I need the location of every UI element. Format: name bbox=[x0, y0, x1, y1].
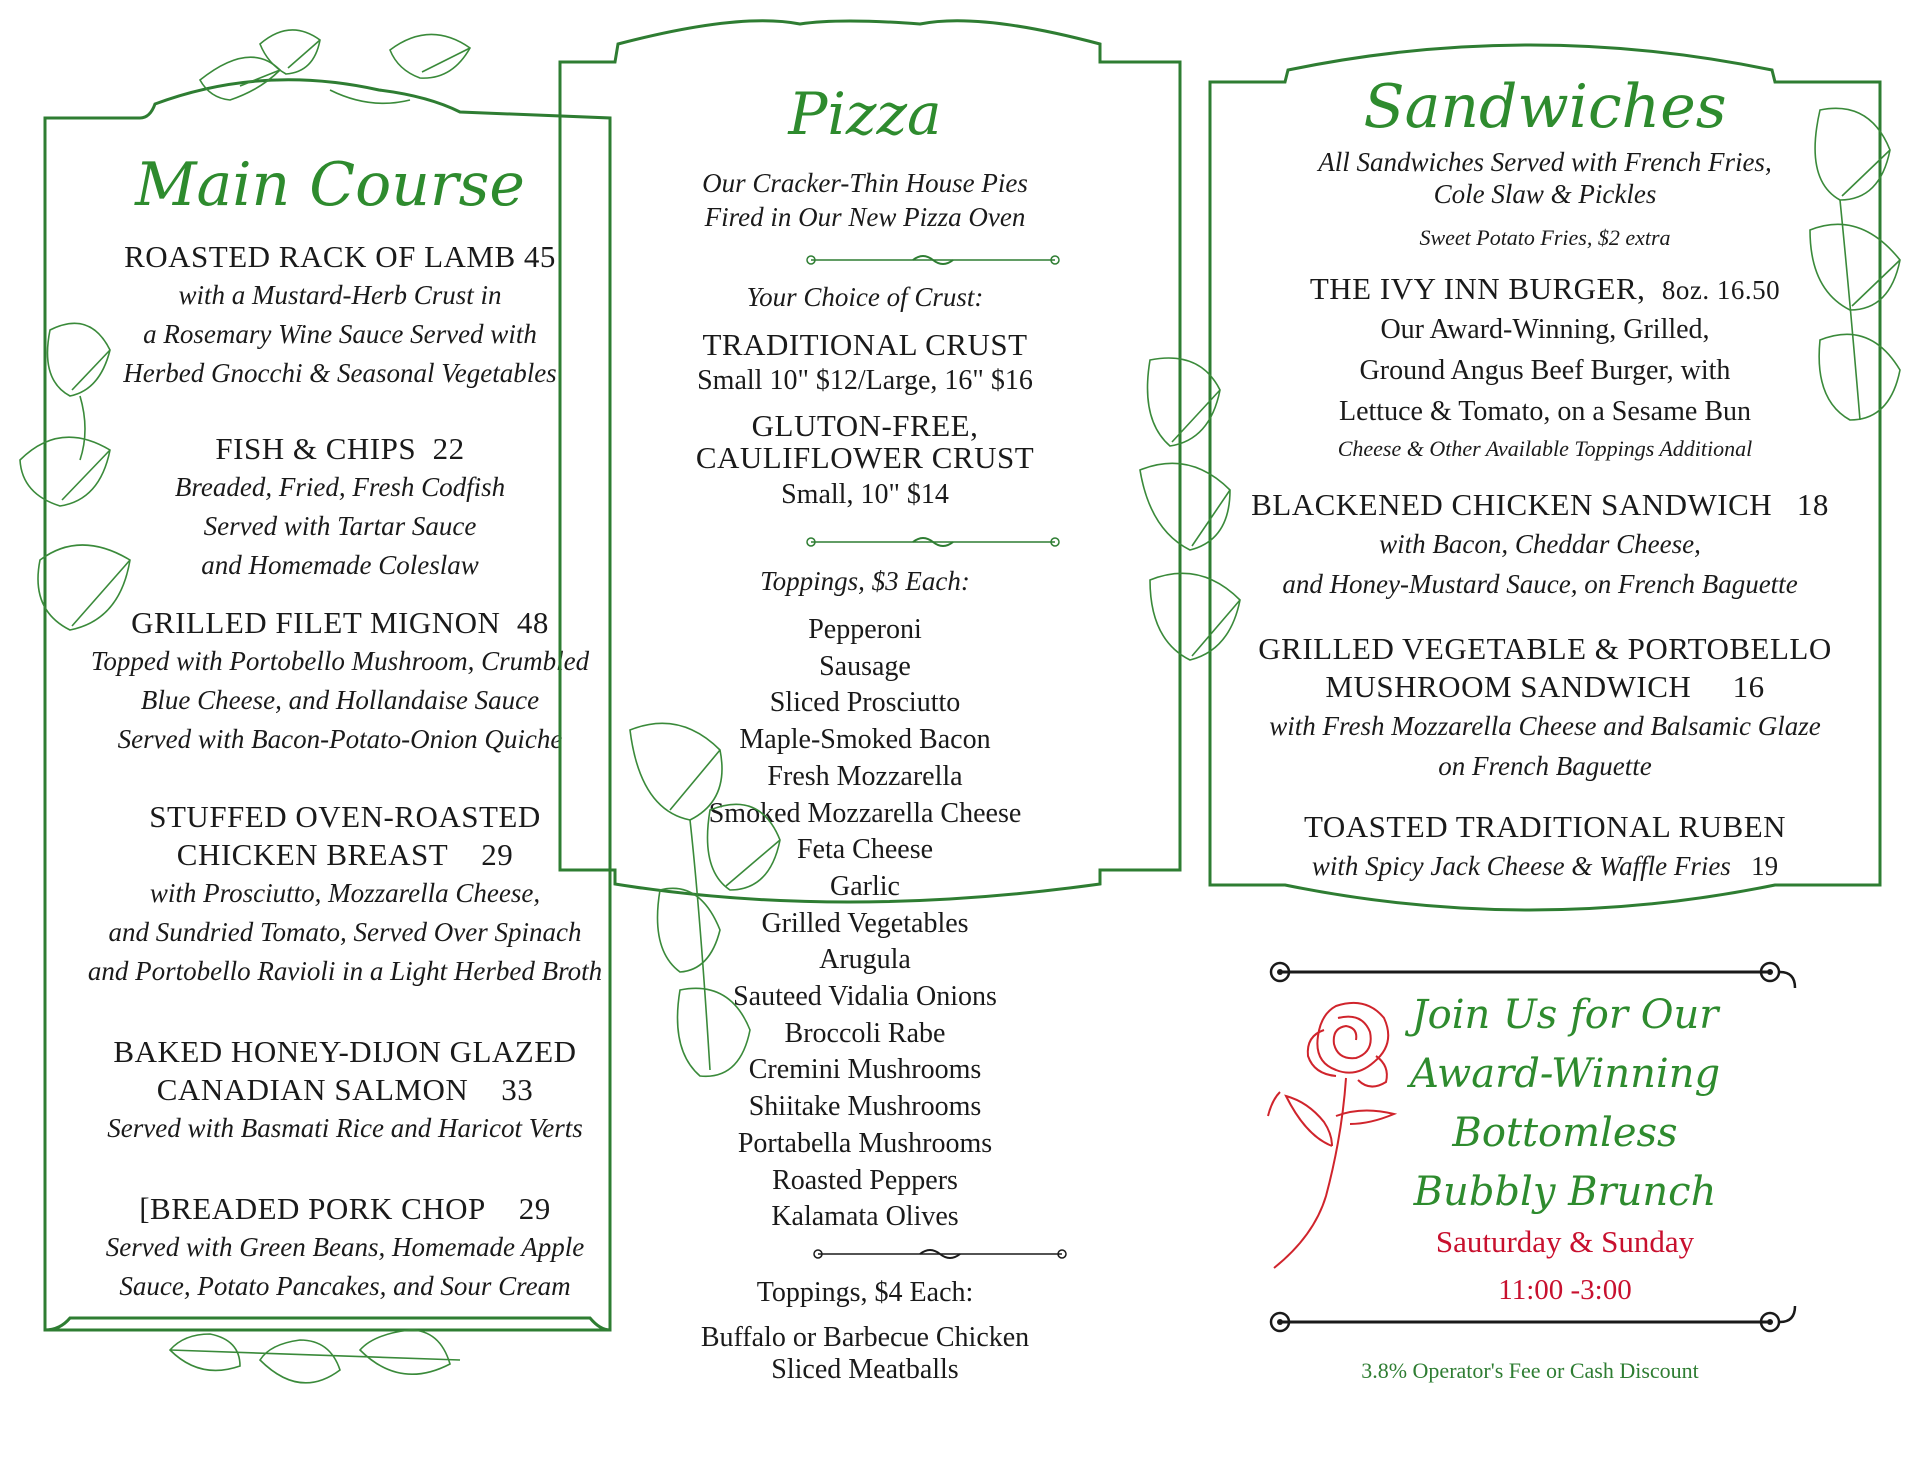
scroll-divider-icon bbox=[810, 1244, 1070, 1264]
item-desc: Served with Tartar Sauce bbox=[203, 511, 477, 541]
crust-name: TRADITIONAL CRUST bbox=[702, 327, 1028, 362]
item-name: CHICKEN BREAST bbox=[176, 837, 449, 872]
item-desc: and Homemade Coleslaw bbox=[201, 550, 479, 580]
topping-item: Sliced Prosciutto bbox=[769, 687, 961, 719]
toppings-heading: Toppings, $4 Each: bbox=[756, 1277, 974, 1308]
item-desc: Breaded, Fried, Fresh Codfish bbox=[174, 472, 506, 502]
crust-name-line: GLUTON-FREE, bbox=[751, 408, 979, 443]
item-desc: Served with Green Beans, Homemade Apple bbox=[105, 1232, 585, 1262]
item-name: STUFFED OVEN-ROASTED bbox=[149, 799, 541, 834]
item-desc: with Fresh Mozzarella Cheese and Balsamic Glaze bbox=[1269, 711, 1821, 741]
topping-item: Kalamata Olives bbox=[771, 1201, 959, 1233]
item-name: CANADIAN SALMON bbox=[156, 1072, 469, 1107]
topping-item: Pepperoni bbox=[808, 614, 922, 645]
ivy-leaf-icon bbox=[1780, 100, 1910, 430]
item-name: BAKED HONEY-DIJON GLAZED bbox=[113, 1034, 577, 1069]
item-desc: Herbed Gnocchi & Seasonal Vegetables bbox=[123, 358, 557, 388]
subtitle-line: Our Cracker-Thin House Pies bbox=[702, 168, 1028, 198]
item-name: ROASTED RACK OF LAMB bbox=[124, 239, 516, 274]
brunch-hours: 11:00 -3:00 bbox=[1498, 1274, 1632, 1306]
topping-item: Sliced Meatballs bbox=[771, 1354, 959, 1385]
item-price: 16 bbox=[1732, 669, 1765, 704]
item-price: 19 bbox=[1751, 851, 1779, 881]
item-desc: with Spicy Jack Cheese & Waffle Fries bbox=[1311, 851, 1731, 881]
item-desc: Served with Bacon-Potato-Onion Quiche bbox=[117, 724, 563, 754]
subtitle-line: All Sandwiches Served with French Fries, bbox=[1318, 147, 1772, 177]
pizza-title: Pizza bbox=[788, 80, 942, 148]
subtitle-line: Fired in Our New Pizza Oven bbox=[704, 202, 1026, 232]
item-price: 29 bbox=[481, 837, 514, 872]
scroll-divider-icon bbox=[803, 532, 1063, 552]
item-name: [BREADED PORK CHOP bbox=[139, 1191, 486, 1226]
item-name: GRILLED FILET MIGNON bbox=[131, 605, 501, 640]
topping-item: Smoked Mozzarella Cheese bbox=[708, 797, 1022, 829]
promo-line: Join Us for Our bbox=[1411, 992, 1719, 1038]
topping-item: Roasted Peppers bbox=[772, 1164, 958, 1196]
item-price: 8oz. 16.50 bbox=[1661, 275, 1781, 305]
item-desc: a Rosemary Wine Sauce Served with bbox=[143, 319, 537, 349]
crust-heading: Your Choice of Crust: bbox=[746, 282, 984, 312]
ivy-leaf-icon bbox=[10, 310, 160, 650]
item-desc: and Portobello Ravioli in a Light Herbed Broth bbox=[87, 956, 603, 986]
item-desc: Our Award-Winning, Grilled, bbox=[1380, 314, 1710, 345]
item-desc: Served with Basmati Rice and Haricot Verts bbox=[107, 1113, 583, 1143]
item-price: 48 bbox=[516, 605, 549, 640]
item-desc: on French Baguette bbox=[1438, 751, 1652, 781]
item-desc: Topped with Portobello Mushroom, Crumbled bbox=[90, 646, 590, 676]
item-name: MUSHROOM SANDWICH bbox=[1325, 669, 1692, 704]
item-price: 29 bbox=[518, 1191, 551, 1226]
item-name: TOASTED TRADITIONAL RUBEN bbox=[1303, 809, 1787, 844]
item-name: BLACKENED CHICKEN SANDWICH bbox=[1251, 487, 1773, 522]
item-name: FISH & CHIPS bbox=[215, 431, 417, 466]
topping-item: Portabella Mushrooms bbox=[737, 1127, 993, 1159]
item-price: 45 bbox=[523, 239, 556, 274]
fee-note: 3.8% Operator's Fee or Cash Discount bbox=[1361, 1358, 1699, 1383]
sandwiches-title: Sandwiches bbox=[1363, 72, 1727, 142]
crust-name-line: CAULIFLOWER CRUST bbox=[695, 440, 1035, 475]
topping-item: Maple-Smoked Bacon bbox=[739, 724, 991, 756]
menu-item bbox=[1200, 630, 1890, 786]
topping-item: Sausage bbox=[819, 650, 911, 682]
item-price: 33 bbox=[501, 1072, 534, 1107]
ivy-leaf-icon bbox=[160, 1320, 480, 1410]
pizza-subtitle bbox=[540, 166, 1190, 234]
crust-price: Small, 10" $14 bbox=[781, 479, 949, 510]
crust-price: Small 10" $12/Large, 16" $16 bbox=[697, 365, 1033, 396]
main-course-title: Main Course bbox=[135, 150, 525, 220]
topping-item: Fresh Mozzarella bbox=[767, 760, 963, 792]
topping-item: Buffalo or Barbecue Chicken bbox=[700, 1322, 1030, 1353]
item-note: Cheese & Other Available Toppings Additional bbox=[1337, 436, 1753, 461]
topping-item: Garlic bbox=[830, 870, 900, 902]
item-desc: with Bacon, Cheddar Cheese, bbox=[1379, 529, 1701, 559]
subtitle-line: Cole Slaw & Pickles bbox=[1433, 179, 1657, 209]
topping-item: Shiitake Mushrooms bbox=[748, 1091, 982, 1123]
item-desc: and Sundried Tomato, Served Over Spinach bbox=[108, 917, 582, 947]
promo-line: Bubbly Brunch bbox=[1413, 1169, 1717, 1215]
ivy-leaf-icon bbox=[190, 20, 510, 140]
toppings-heading: Toppings, $3 Each: bbox=[760, 566, 970, 596]
toppings-list bbox=[540, 1322, 1190, 1386]
item-desc: Lettuce & Tomato, on a Sesame Bun bbox=[1339, 396, 1751, 427]
menu-item bbox=[1200, 808, 1890, 886]
promo-line: Bottomless bbox=[1452, 1110, 1678, 1156]
ivy-leaf-icon bbox=[620, 710, 790, 1090]
item-desc: with Prosciutto, Mozzarella Cheese, bbox=[149, 878, 541, 908]
promo-line: Award-Winning bbox=[1409, 1051, 1721, 1097]
sweet-potato-note: Sweet Potato Fries, $2 extra bbox=[1419, 225, 1671, 250]
item-name: THE IVY INN BURGER, bbox=[1309, 271, 1646, 306]
menu-item bbox=[1200, 486, 1880, 604]
item-desc: Blue Cheese, and Hollandaise Sauce bbox=[140, 685, 540, 715]
item-desc: Sauce, Potato Pancakes, and Sour Cream bbox=[119, 1271, 571, 1301]
brunch-days: Sauturday & Sunday bbox=[1435, 1224, 1695, 1259]
brunch-promo bbox=[1370, 986, 1760, 1222]
topping-item: Cremini Mushrooms bbox=[748, 1054, 982, 1086]
topping-item: Grilled Vegetables bbox=[761, 907, 969, 939]
item-price: 22 bbox=[432, 431, 465, 466]
item-desc: Ground Angus Beef Burger, with bbox=[1359, 355, 1731, 386]
ivy-leaf-icon bbox=[1130, 350, 1250, 690]
item-desc: with a Mustard-Herb Crust in bbox=[178, 280, 502, 310]
item-price: 18 bbox=[1796, 487, 1829, 522]
item-name: GRILLED VEGETABLE & PORTOBELLO bbox=[1258, 631, 1832, 666]
topping-item: Sauteed Vidalia Onions bbox=[733, 981, 997, 1013]
item-desc: and Honey-Mustard Sauce, on French Baguette bbox=[1282, 569, 1798, 599]
crust-name bbox=[540, 410, 1190, 474]
topping-item: Feta Cheese bbox=[796, 834, 934, 866]
topping-item: Broccoli Rabe bbox=[784, 1017, 946, 1049]
scroll-divider-icon bbox=[803, 250, 1063, 270]
topping-item: Arugula bbox=[819, 944, 911, 976]
